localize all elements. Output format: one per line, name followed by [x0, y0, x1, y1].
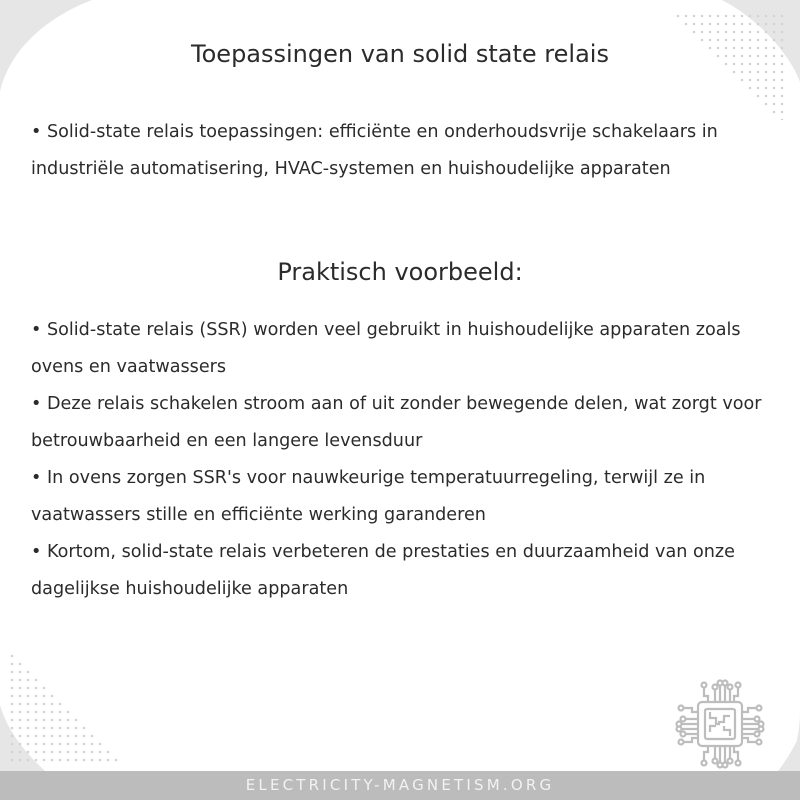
page-title: Toepassingen van solid state relais — [191, 40, 609, 68]
example-section — [31, 312, 771, 608]
footer-site-name: ELECTRICITY-MAGNETISM.ORG — [245, 776, 555, 794]
example-bullet: • Solid-state relais (SSR) worden veel gebruikt in huishoudelijke apparaten zoals ovens en vaatwassers — [31, 320, 741, 377]
dot-pattern-bottom-left — [0, 640, 140, 780]
intro-bullet: • Solid-state relais toepassingen: efficiënte en onderhoudsvrije schakelaars in industriële automatisering, HVAC-systemen en huishoudelijke apparaten — [31, 122, 718, 179]
example-bullet: • In ovens zorgen SSR's voor nauwkeurige temperatuurregeling, terwijl ze in vaatwassers stille en efficiënte werking garanderen — [31, 468, 706, 525]
example-bullet: • Kortom, solid-state relais verbeteren de prestaties en duurzaamheid van onze dagelijkse huishoudelijke apparaten — [31, 542, 735, 599]
intro-section — [31, 114, 771, 188]
example-heading: Praktisch voorbeeld: — [277, 258, 523, 286]
example-bullet: • Deze relais schakelen stroom aan of uit zonder bewegende delen, wat zorgt voor betrouwbaarheid en een langere levensduur — [31, 394, 762, 451]
circuit-chip-icon — [672, 676, 768, 772]
